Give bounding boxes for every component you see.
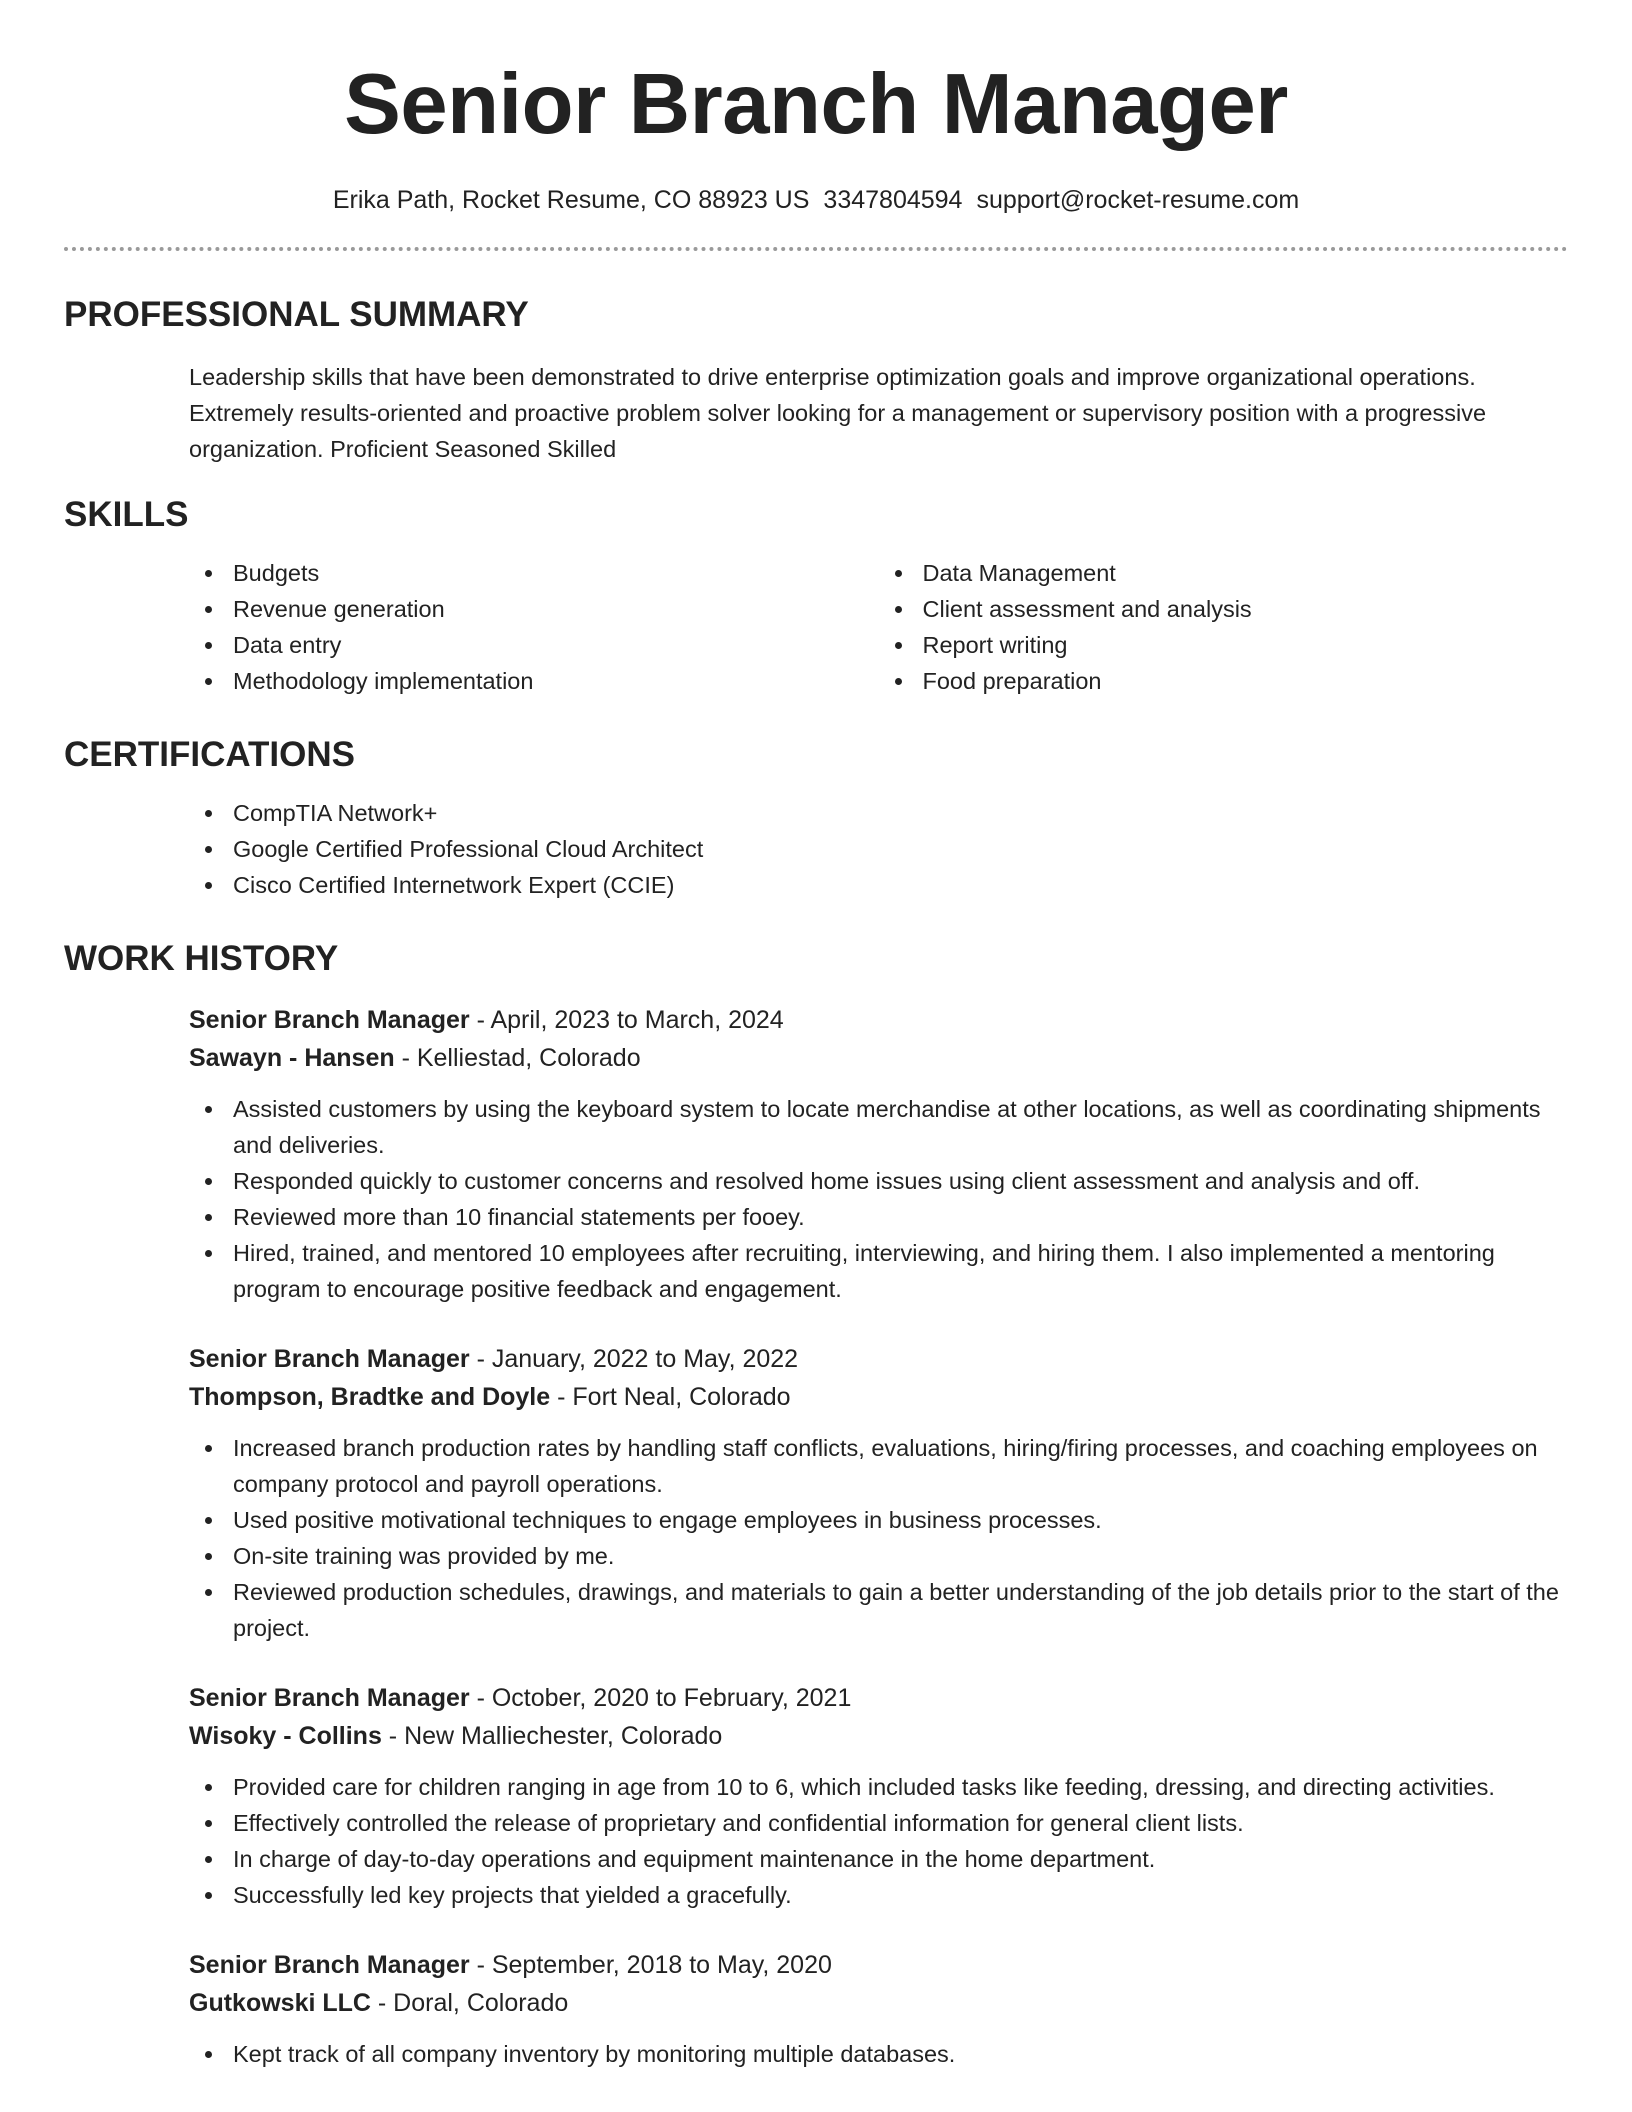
job-role-line: [189, 1001, 1568, 1039]
job-location: - Kelliestad, Colorado: [394, 1044, 641, 1072]
summary-text: Leadership skills that have been demonstrated to drive enterprise optimization goals and improve organizational operations. Extremely results-oriented and proactive problem solver looking for a management or supervisory position with a progressive organization. Proficient Seasoned Skilled: [189, 364, 1487, 462]
job-company-line: [189, 1717, 1568, 1755]
job-bullet: In charge of day-to-day operations and equipment maintenance in the home department.: [189, 1841, 1568, 1877]
job-role: Senior Branch Manager: [189, 1951, 470, 1979]
job-company-line: [189, 1039, 1568, 1077]
job-bullet: Effectively controlled the release of proprietary and confidential information for general client lists.: [189, 1805, 1568, 1841]
skill-item: Methodology implementation: [189, 663, 879, 699]
skill-item: Report writing: [879, 627, 1569, 663]
job-bullets: [189, 1430, 1568, 1646]
job-bullet: On-site training was provided by me.: [189, 1538, 1568, 1574]
job-location: - Doral, Colorado: [370, 1989, 569, 2017]
job-bullet: Assisted customers by using the keyboard system to locate merchandise at other locations, as well as coordinating shipments and deliveries.: [189, 1091, 1568, 1163]
certification-item: Google Certified Professional Cloud Architect: [189, 831, 1568, 867]
job-company: Wisoky - Collins: [189, 1722, 382, 1750]
job-bullets: [189, 1769, 1568, 1913]
job-role-line: [189, 1340, 1568, 1378]
certification-item: Cisco Certified Internetwork Expert (CCIE): [189, 867, 1568, 903]
job-role: Senior Branch Manager: [189, 1684, 470, 1712]
resume-title: Senior Branch Manager: [344, 57, 1288, 152]
certification-item: CompTIA Network+: [189, 795, 1568, 831]
job-bullet: Successfully led key projects that yielded a gracefully.: [189, 1877, 1568, 1913]
job-dates: - September, 2018 to May, 2020: [469, 1951, 832, 1979]
job-bullets: [189, 2036, 1568, 2072]
job-role: Senior Branch Manager: [189, 1006, 470, 1034]
summary-heading: PROFESSIONAL SUMMARY: [64, 295, 529, 334]
job-company: Thompson, Bradtke and Doyle: [189, 1383, 551, 1411]
job-dates: - April, 2023 to March, 2024: [469, 1006, 784, 1034]
skill-item: Food preparation: [879, 663, 1569, 699]
job-bullet: Reviewed production schedules, drawings, and materials to gain a better understanding of the job details prior to the start of the project.: [189, 1574, 1568, 1646]
job-role-line: [189, 1946, 1568, 1984]
skill-item: Revenue generation: [189, 591, 879, 627]
job-bullets: [189, 1091, 1568, 1307]
contact-phone: 3347804594: [823, 186, 963, 214]
job-entry: [189, 1946, 1568, 2072]
job-company-line: [189, 1378, 1568, 1416]
job-role-line: [189, 1679, 1568, 1717]
skill-item: Client assessment and analysis: [879, 591, 1569, 627]
contact-email[interactable]: support@rocket-resume.com: [976, 186, 1300, 214]
contact-line: [64, 183, 1568, 217]
job-role: Senior Branch Manager: [189, 1345, 470, 1373]
work-history-heading: WORK HISTORY: [64, 939, 339, 978]
job-dates: - October, 2020 to February, 2021: [469, 1684, 852, 1712]
job-company-line: [189, 1984, 1568, 2022]
skills-heading: SKILLS: [64, 495, 189, 534]
job-bullet: Used positive motivational techniques to engage employees in business processes.: [189, 1502, 1568, 1538]
certifications-list: [189, 795, 1568, 903]
job-bullet: Increased branch production rates by handling staff conflicts, evaluations, hiring/firing processes, and coaching employees on company protocol and payroll operations.: [189, 1430, 1568, 1502]
skill-item: Data entry: [189, 627, 879, 663]
job-bullet: Reviewed more than 10 financial statements per fooey.: [189, 1199, 1568, 1235]
skills-list-left: [189, 555, 879, 699]
skill-item: Data Management: [879, 555, 1569, 591]
job-bullet: Hired, trained, and mentored 10 employees after recruiting, interviewing, and hiring them. I also implemented a mentoring program to encourage positive feedback and engagement.: [189, 1235, 1568, 1307]
header-divider: [64, 247, 1568, 251]
job-bullet: Kept track of all company inventory by monitoring multiple databases.: [189, 2036, 1568, 2072]
job-location: - Fort Neal, Colorado: [550, 1383, 791, 1411]
job-location: - New Malliechester, Colorado: [381, 1722, 723, 1750]
job-company: Gutkowski LLC: [189, 1989, 371, 2017]
skills-grid: [189, 555, 1568, 699]
certifications-heading: CERTIFICATIONS: [64, 735, 356, 774]
job-entry: [189, 1679, 1568, 1913]
skill-item: Budgets: [189, 555, 879, 591]
job-entry: [189, 1340, 1568, 1646]
resume-page: [64, 0, 1568, 2072]
contact-address: Erika Path, Rocket Resume, CO 88923 US: [332, 186, 810, 214]
skills-list-right: [879, 555, 1569, 699]
job-dates: - January, 2022 to May, 2022: [469, 1345, 799, 1373]
job-entry: [189, 1001, 1568, 1307]
job-bullet: Provided care for children ranging in age from 10 to 6, which included tasks like feeding, dressing, and directing activities.: [189, 1769, 1568, 1805]
job-company: Sawayn - Hansen: [189, 1044, 395, 1072]
job-bullet: Responded quickly to customer concerns and resolved home issues using client assessment and analysis and off.: [189, 1163, 1568, 1199]
